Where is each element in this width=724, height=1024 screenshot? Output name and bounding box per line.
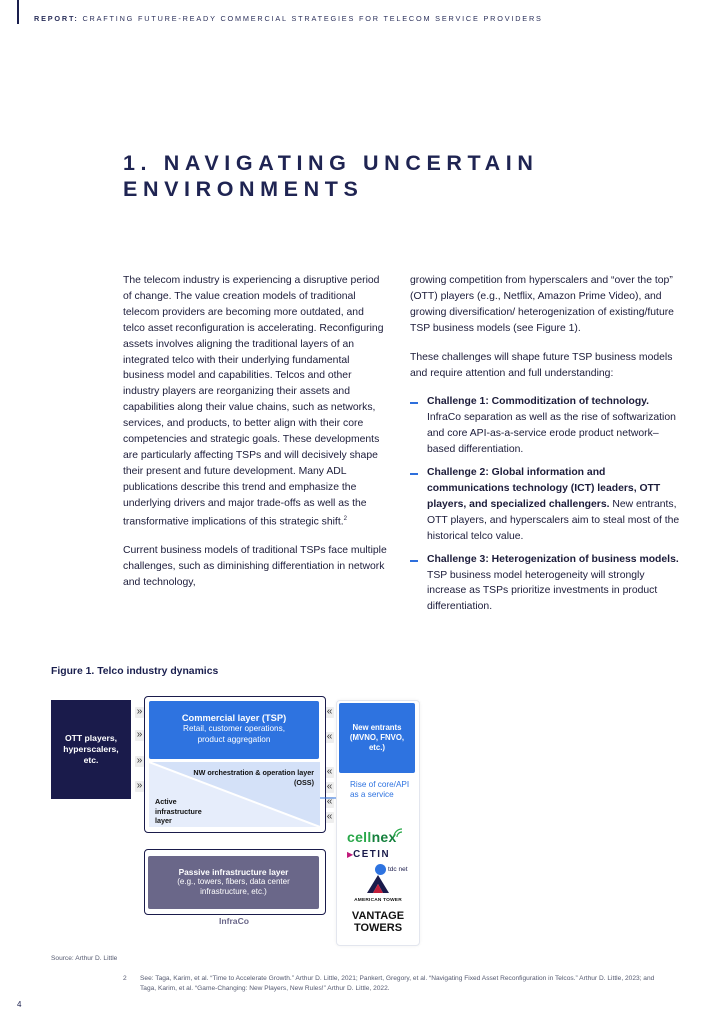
cellnex-logo-text: cell (347, 829, 372, 845)
challenge-heading: Challenge 3: Heterogenization of business models. (427, 553, 679, 565)
passive-layer-title: Passive infrastructure layer (178, 867, 289, 877)
challenge-text: TSP business model heterogeneity will strongly increase as TSPs prioritize investments in product differentiation. (427, 569, 658, 613)
bullet-dash-icon (410, 402, 418, 404)
commercial-layer-subtitle: Retail, customer operations, product aggregation (183, 724, 285, 744)
header-label: REPORT: (34, 14, 79, 23)
infraco-label: InfraCo (218, 916, 250, 926)
chevron-left-icon: « (326, 796, 333, 807)
cetin-logo-text: CETIN (353, 849, 391, 860)
left-margin-rule (17, 0, 19, 24)
ott-players-box (51, 700, 131, 799)
cellnex-signal-icon (393, 828, 407, 838)
list-item (410, 394, 680, 458)
commercial-layer-box (149, 701, 319, 759)
rise-api-label: Rise of core/API as a service (350, 780, 410, 799)
section-title (123, 150, 538, 202)
challenge-text: New entrants, OTT players, and hyperscalers aim to steal most of the historical telco value. (427, 498, 680, 542)
new-entrants-box (339, 703, 415, 773)
nw-orchestration-label: NW orchestration & operation layer (OSS) (193, 768, 314, 787)
footnote-number: 2 (123, 975, 127, 982)
chevron-left-icon: « (326, 781, 333, 792)
chevron-right-icon: » (136, 780, 143, 791)
paragraph-intro (123, 273, 388, 530)
active-infrastructure-label: Active infrastructure layer (155, 797, 202, 825)
challenge-text: InfraCo separation as well as the rise of softwarization and core API-as-a-service erode product network–based differentiation. (427, 412, 676, 456)
chevron-left-icon: « (326, 706, 333, 717)
running-header (34, 14, 543, 23)
cetin-logo (347, 849, 390, 860)
paragraph-competition: growing competition from hyperscalers and “over the top” (OTT) players (e.g., Netflix, Amazon Prime Video), and growing diversification/ heterogenization of existing/future TSP business models (see Figure 1). (410, 275, 674, 334)
page-number: 4 (17, 1000, 22, 1009)
paragraph-intro-text: The telecom industry is experiencing a disruptive period of change. The value creation models of traditional telecom providers are becoming more outdated, and telco asset reconfiguration is accelerating. Reconfiguring assets involves aligning the traditional layers of an integrated telco with their underlying fundamental business model and capabilities. Telcos and other industry players are reorganizing their assets and capabilities along their value chains, such as networks, services, and products, to better align with their core competencies and strategic goals. These developments are particularly affecting TSPs and will decisively shape their present and future development. Many ADL publications describe this trend and emphasize the underlying drivers and major trade-offs as well as the transformative implications of this strategic shift. (123, 275, 384, 528)
ott-label: OTT players, hyperscalers, etc. (63, 733, 119, 765)
chevron-left-icon: « (326, 811, 333, 822)
commercial-layer-title: Commercial layer (TSP) (181, 713, 287, 723)
towers-text: TOWERS (353, 921, 403, 934)
passive-infrastructure-box (148, 856, 319, 909)
challenge-heading: Challenge 1: Commoditization of technology. (427, 396, 650, 408)
challenge-list (410, 394, 680, 615)
vantage-towers-logo (345, 911, 411, 934)
american-tower-text: AMERICAN TOWER (354, 898, 402, 903)
figure-source: Source: Arthur D. Little (51, 955, 118, 962)
cellnex-logo (347, 829, 397, 845)
header-title: CRAFTING FUTURE-READY COMMERCIAL STRATEGIES FOR TELECOM SERVICE PROVIDERS (82, 14, 543, 23)
cellnex-logo-text-2: nex (371, 829, 397, 845)
list-item (410, 465, 680, 545)
footnote-text: See: Taga, Karim, et al. “Time to Accelerate Growth.” Arthur D. Little, 2021; Pankert, Gregory, et al. “Navigating Fixed Asset Reconfiguration in Telcos.” Arthur D. Little, 2023; and Taga, Karim, et al. “Game-Changing: New Players, New Rules!” Arthur D. Little, 2022. (140, 975, 655, 992)
challenge-heading: Challenge 2: Global information and communications technology (ICT) leaders, OTT players, and specialized challengers. (427, 467, 661, 510)
chevron-right-icon: » (136, 729, 143, 740)
tdc-net-logo (375, 864, 408, 875)
paragraph-challenges-lead: Current business models of traditional TSPs face multiple challenges, such as diminishing differentiation in network and technology, (123, 544, 387, 588)
chevron-left-icon: « (326, 731, 333, 742)
section-title-line1: 1. NAVIGATING UNCERTAIN (123, 151, 539, 175)
bullet-dash-icon (410, 560, 418, 562)
list-item (410, 552, 680, 616)
footnote-ref[interactable]: 2 (343, 515, 347, 522)
bullet-dash-icon (410, 473, 418, 475)
chevron-right-icon: » (136, 706, 143, 717)
tdc-logo-text: tdc net (388, 866, 408, 874)
american-tower-icon (367, 875, 389, 893)
body-column-right (410, 273, 680, 622)
cetin-mark-icon: ▶ (347, 850, 354, 859)
chevron-left-icon: « (326, 766, 333, 777)
new-entrants-label: New entrants (MVNO, FNVO, etc.) (349, 723, 405, 752)
tdc-dot-icon (375, 864, 386, 875)
body-column-left (123, 273, 388, 604)
section-title-line2: ENVIRONMENTS (123, 177, 364, 201)
figure-title: Figure 1. Telco industry dynamics (51, 666, 219, 677)
vantage-text: VANTAGE (351, 910, 405, 922)
paragraph-challenges-intro: These challenges will shape future TSP business models and require attention and full understanding: (410, 351, 673, 379)
american-tower-logo (349, 875, 407, 903)
passive-layer-subtitle: (e.g., towers, fibers, data center infrastructure, etc.) (177, 877, 290, 896)
chevron-right-icon: » (136, 755, 143, 766)
